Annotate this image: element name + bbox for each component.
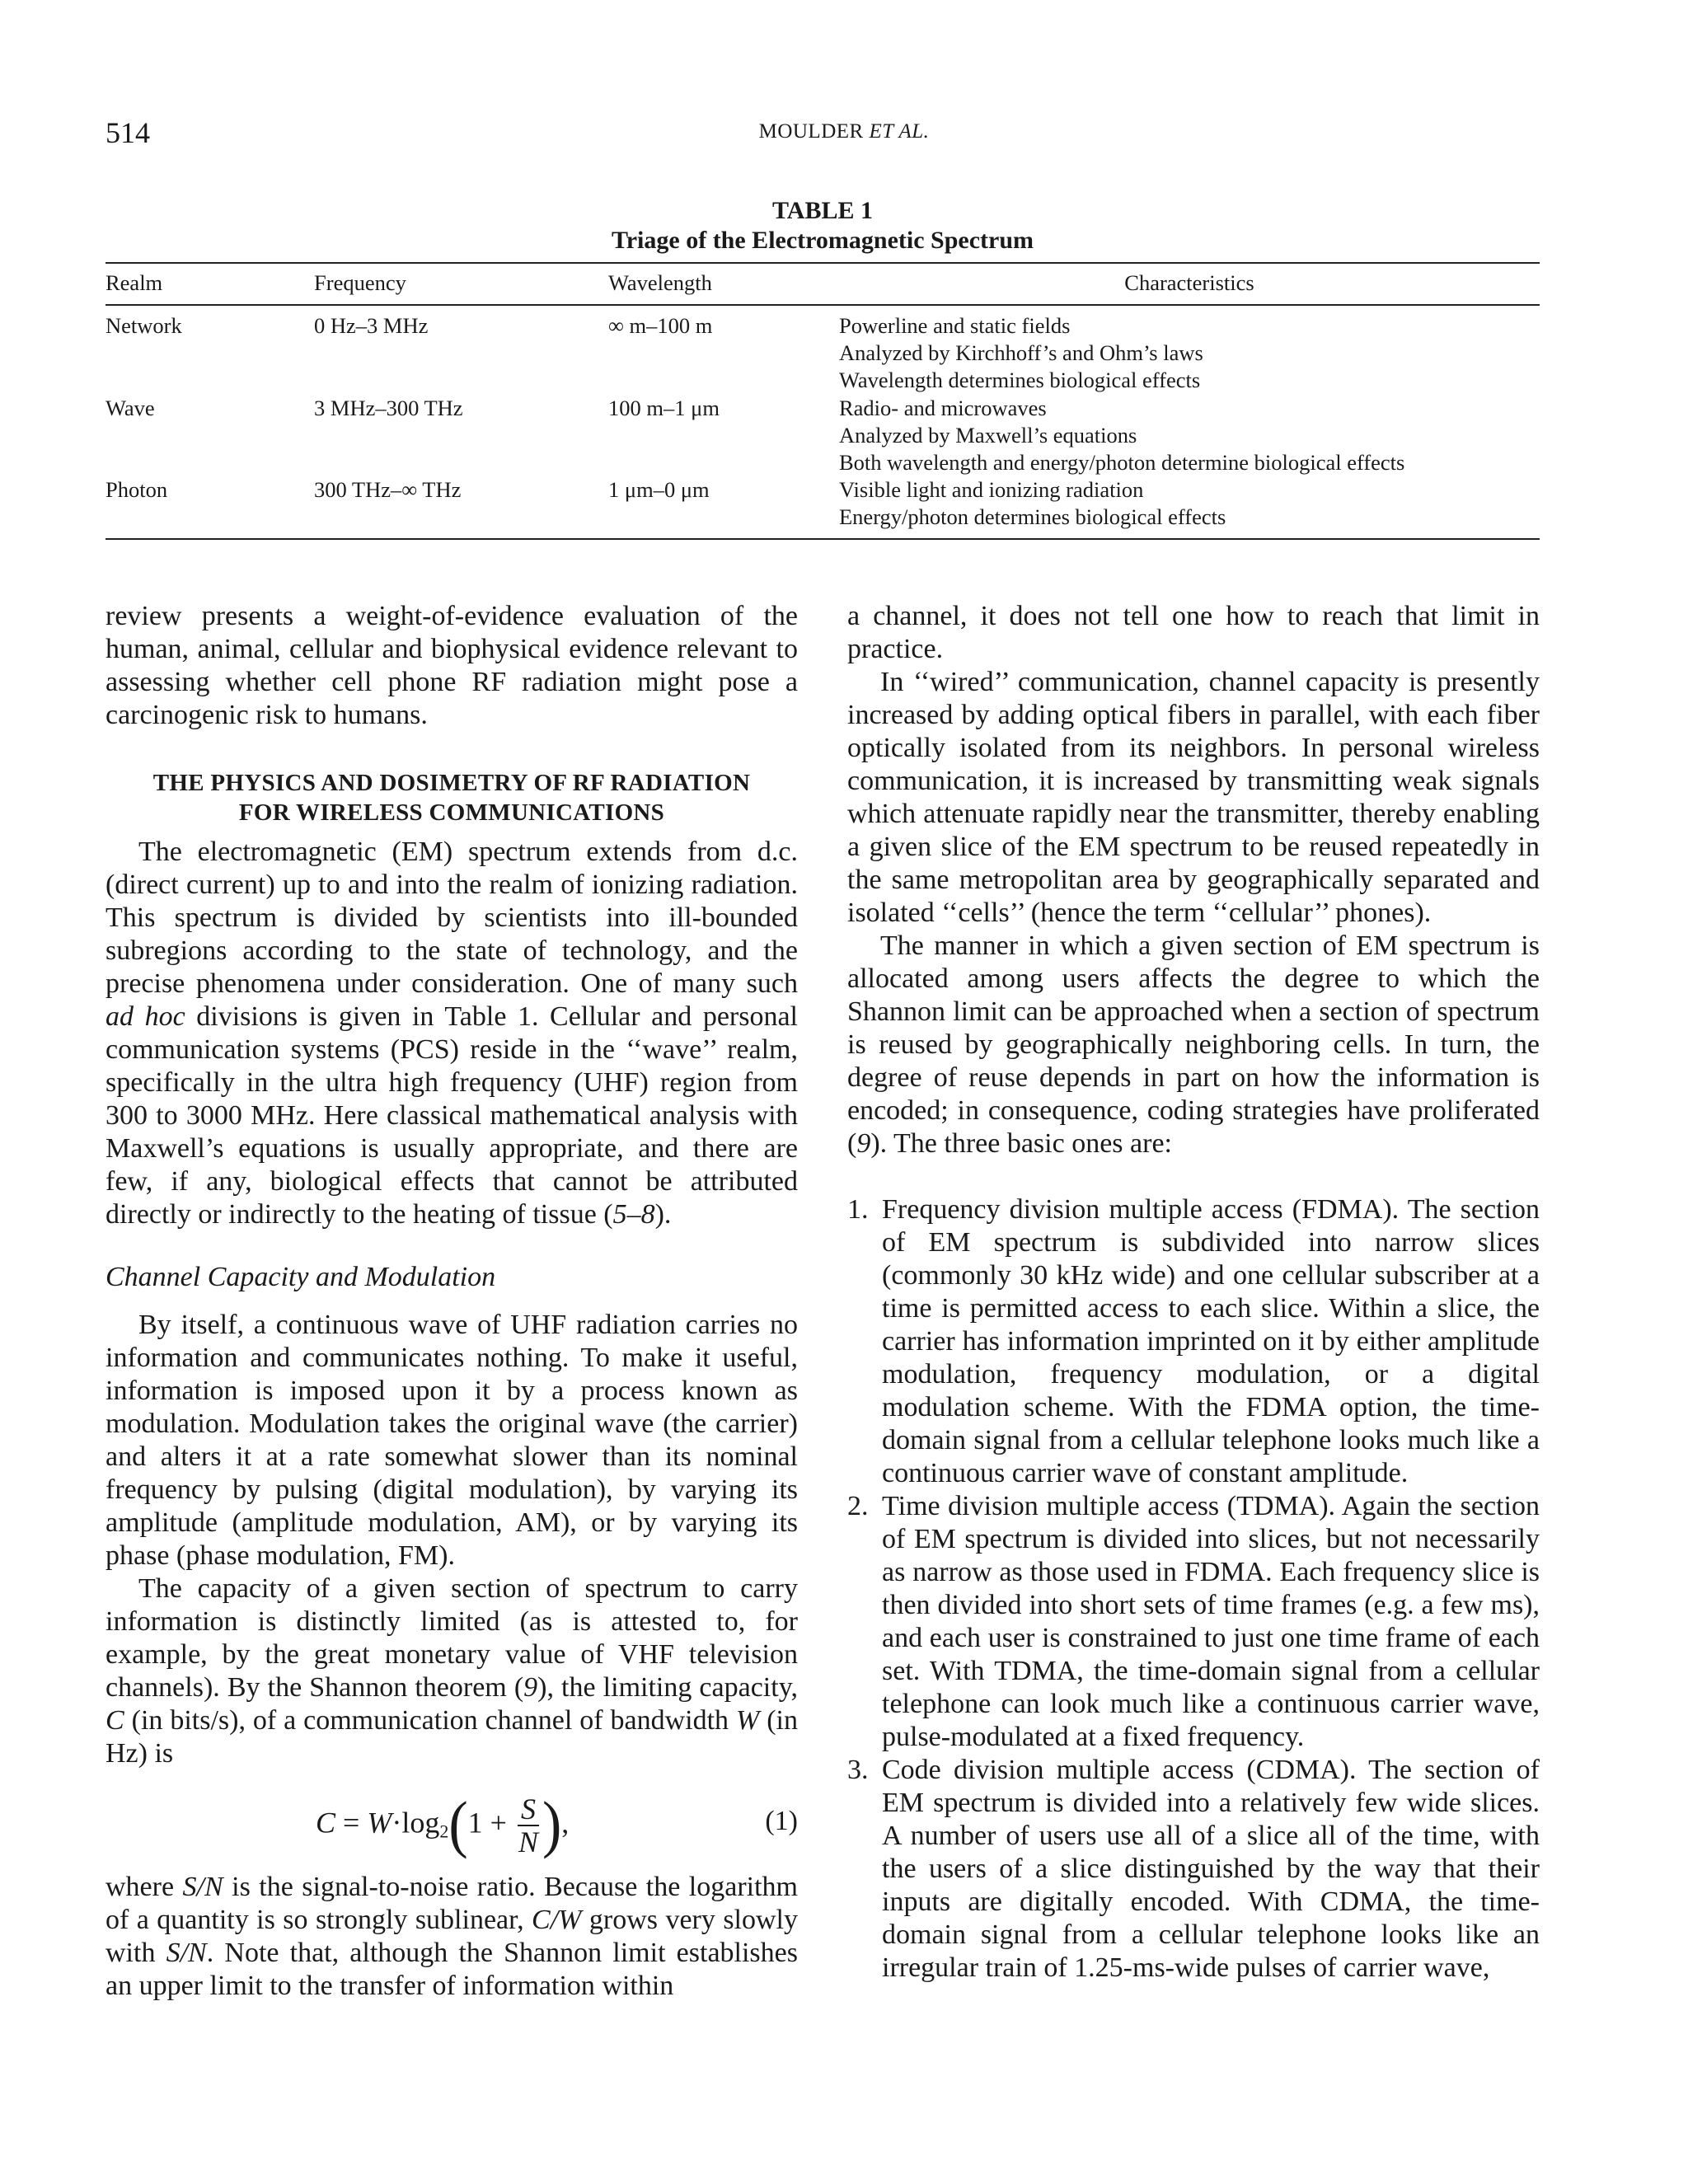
eq-log-base: 2	[439, 1821, 449, 1842]
list-item-number: 3.	[847, 1755, 869, 1785]
text-run: (in Hz) is	[106, 1705, 798, 1769]
section-heading-line1: THE PHYSICS AND DOSIMETRY OF RF RADIATION	[152, 770, 751, 796]
table-header-cell: Frequency	[314, 263, 608, 305]
text-run: ).	[654, 1199, 672, 1230]
list-item-text: Code division multiple access (CDMA). The section of EM spectrum is divided into a relatively few wide slices. A number of users use all of a slice all of the time, with the users of a slice distinguished by the way that their inputs are digitally encoded. With CDMA, the time-domain signal from a cellular telephone looks like an irregular train of 1.25-ms-wide pulses of carrier wave,	[882, 1755, 1540, 1983]
text-run: is the signal-to-noise ratio. Because the logarithm of a quantity is so strongly sublinear,	[106, 1872, 798, 1935]
subheading: Channel Capacity and Modulation	[106, 1262, 496, 1292]
paragraph-em-spectrum	[106, 836, 798, 1231]
paragraph-shannon-limit	[106, 1871, 798, 2003]
table-title: Triage of the Electromagnetic Spectrum	[611, 227, 1034, 254]
characteristics-cell: Visible light and ionizing radiation	[839, 477, 1144, 503]
table-row	[106, 395, 1540, 422]
realm-cell	[106, 449, 314, 476]
text-run: . Note that, although the Shannon limit establishes an upper limit to the transfer of information within	[106, 1938, 798, 2001]
realm-cell	[106, 422, 314, 449]
wavelength-cell	[608, 449, 839, 476]
list-item	[847, 1754, 1540, 1985]
intro-paragraph: review presents a weight-of-evidence evaluation of the human, animal, cellular and biophysical evidence relevant to assessing whether cell phone RF radiation might pose a carcinogenic risk to humans.	[106, 601, 798, 730]
eq-lhs: C	[316, 1806, 336, 1840]
variable: C	[106, 1705, 124, 1736]
text-run: The electromagnetic (EM) spectrum extends from d.c. (direct current) up to and into the realm of ionizing radiation. This spectrum is divided by scientists into ill-bounded subregions according to the state of technology, and the precise phenomena under consideration. One of many such	[106, 837, 798, 999]
frequency-cell	[314, 504, 608, 538]
wavelength-cell	[608, 504, 839, 538]
wavelength-cell	[608, 340, 839, 367]
list-item	[847, 1490, 1540, 1754]
characteristics-cell: Analyzed by Maxwell’s equations	[839, 422, 1137, 448]
table-caption	[106, 196, 1540, 255]
running-head	[0, 120, 1688, 143]
frequency-cell: 0 Hz–3 MHz	[314, 313, 429, 338]
characteristics-cell: Wavelength determines biological effects	[839, 368, 1201, 393]
section-heading-line2: FOR WIRELESS COMMUNICATIONS	[238, 799, 665, 826]
realm-cell	[106, 504, 314, 538]
paragraph-allocation	[847, 930, 1540, 1160]
wavelength-cell: 100 m–1 μm	[608, 395, 720, 420]
text-run-italic: ad hoc	[106, 1001, 185, 1032]
text-run: grows very slowly with	[106, 1905, 798, 1968]
table-header-cell: Wavelength	[608, 263, 839, 305]
realm-cell	[106, 367, 314, 394]
eq-w: W	[367, 1806, 392, 1840]
paragraph-channel-practice: a channel, it does not tell one how to reach that limit in practice.	[847, 601, 1540, 664]
eq-fraction	[518, 1793, 539, 1858]
eq-numerator: S	[518, 1793, 539, 1826]
table-row	[106, 504, 1540, 538]
table-body	[106, 305, 1540, 539]
page-number: 514	[106, 116, 150, 149]
list-item	[847, 1193, 1540, 1490]
table-row	[106, 340, 1540, 367]
section-heading	[106, 768, 798, 827]
paragraph-modulation: By itself, a continuous wave of UHF radiation carries no information and communicates nothing. To make it useful, information is imposed upon it by a process known as modulation. Modulation takes the original wave (the carrier) and alters it at a rate somewhat slower than its nominal frequency by pulsing (digital modulation), by varying its amplitude (amplitude modulation, AM), or by varying its phase (phase modulation, FM).	[106, 1310, 798, 1571]
table-row	[106, 476, 1540, 504]
frequency-cell	[314, 449, 608, 476]
realm-cell	[106, 340, 314, 367]
variable: S/N	[182, 1872, 223, 1902]
table-header-cell: Characteristics	[839, 263, 1540, 305]
spectrum-table-grid	[106, 262, 1540, 540]
table-row	[106, 422, 1540, 449]
right-column	[847, 600, 1540, 1985]
characteristics-cell: Powerline and static fields	[839, 313, 1071, 338]
running-head-etal: ET AL.	[869, 120, 930, 143]
realm-cell: Wave	[106, 395, 155, 420]
table-row	[106, 305, 1540, 340]
frequency-cell	[314, 340, 608, 367]
characteristics-cell: Energy/photon determines biological effects	[839, 504, 1540, 538]
realm-cell: Network	[106, 313, 182, 338]
list-item-number: 2.	[847, 1491, 869, 1521]
list-item-number: 1.	[847, 1194, 869, 1225]
text-run: ), the limiting capacity,	[537, 1672, 798, 1703]
eq-log: log	[401, 1806, 440, 1840]
table-label: TABLE 1	[772, 197, 873, 224]
wavelength-cell	[608, 367, 839, 394]
eq-equals: =	[343, 1806, 360, 1840]
variable: W	[735, 1705, 760, 1736]
eq-one: 1	[467, 1806, 483, 1840]
text-run: where	[106, 1872, 183, 1902]
frequency-cell	[314, 367, 608, 394]
eq-paren-close: )	[542, 1790, 562, 1860]
variable: S/N	[166, 1938, 207, 1968]
equation-number: (1)	[765, 1806, 798, 1836]
shannon-equation	[106, 1785, 798, 1859]
reference: 9	[856, 1128, 871, 1159]
list-item-text: Time division multiple access (TDMA). Again the section of EM spectrum is divided into slices, but not necessarily as narrow as those used in FDMA. Each frequency slice is then divided into short sets of time frames (e.g. a few ms), and each user is constrained to just one time frame of each set. With TDMA, the time-domain signal from a cellular telephone can look much like a continuous carrier wave, pulse-modulated at a fixed frequency.	[882, 1491, 1540, 1752]
characteristics-cell: Both wavelength and energy/photon determine biological effects	[839, 450, 1405, 476]
eq-denominator: N	[518, 1825, 538, 1858]
text-run: divisions is given in Table 1. Cellular and personal communication systems (PCS) reside in the ‘‘wave’’ realm, specifically in the ultra high frequency (UHF) region from 300 to 3000 MHz. Here classical mathematical analysis with Maxwell’s equations is usually appropriate, and there are few, if any, biological effects that cannot be attributed directly or indirectly to the heating of tissue (	[106, 1001, 798, 1230]
wavelength-cell	[608, 422, 839, 449]
table-row	[106, 449, 1540, 476]
list-item-text: Frequency division multiple access (FDMA). The section of EM spectrum is subdivided into narrow slices (commonly 30 kHz wide) and one cellular subscriber at a time is permitted access to each slice. Within a slice, the carrier has information imprinted on it by either amplitude modulation, frequency modulation, or a digital modulation scheme. With the FDMA option, the time-domain signal from a cellular telephone looks much like a continuous carrier wave of constant amplitude.	[882, 1194, 1540, 1488]
left-column	[106, 600, 798, 2003]
running-head-author: MOULDER	[758, 120, 864, 143]
characteristics-cell: Analyzed by Kirchhoff’s and Ohm’s laws	[839, 340, 1203, 366]
wavelength-cell: 1 μm–0 μm	[608, 477, 710, 503]
eq-comma: ,	[561, 1806, 570, 1840]
reference: 9	[523, 1672, 538, 1703]
table-header-cell: Realm	[106, 263, 314, 305]
table-row	[106, 367, 1540, 394]
paragraph-wired: In ‘‘wired’’ communication, channel capacity is presently increased by adding optical fibers in parallel, with each fiber optically isolated from its neighbors. In personal wireless communication, it is increased by transmitting weak signals which attenuate rapidly near the transmitter, thereby enabling a given slice of the EM spectrum to be reused repeatedly in the same metropolitan area by geographically separated and isolated ‘‘cells’’ (hence the term ‘‘cellular’’ phones).	[847, 667, 1540, 928]
frequency-cell: 3 MHz–300 THz	[314, 395, 463, 420]
paragraph-capacity	[106, 1572, 798, 1770]
variable: C/W	[532, 1905, 582, 1935]
frequency-cell: 300 THz–∞ THz	[314, 477, 462, 503]
access-methods-list	[847, 1193, 1540, 1985]
text-run: The capacity of a given section of spectrum to carry information is distinctly limited (as is attested to, for example, by the great monetary value of VHF television channels). By the Shannon theorem (	[106, 1573, 798, 1703]
characteristics-cell: Radio- and microwaves	[839, 395, 1047, 420]
equation-formula	[316, 1790, 570, 1860]
spectrum-table	[106, 262, 1540, 540]
realm-cell: Photon	[106, 477, 168, 503]
eq-dot: ·	[392, 1806, 402, 1840]
eq-paren-open: (	[448, 1790, 468, 1860]
wavelength-cell: ∞ m–100 m	[608, 313, 713, 338]
frequency-cell	[314, 422, 608, 449]
text-run: (in bits/s), of a communication channel of bandwidth	[124, 1705, 736, 1736]
table-header-row	[106, 263, 1540, 305]
text-run: ). The three basic ones are:	[870, 1128, 1172, 1159]
text-run: The manner in which a given section of EM spectrum is allocated among users affects the degree to which the Shannon limit can be approached when a section of spectrum is reused by geographically neighboring cells. In turn, the degree of reuse depends in part on how the information is encoded; in consequence, coding strategies have proliferated (	[847, 930, 1540, 1159]
eq-plus: +	[490, 1806, 507, 1840]
reference: 5–8	[612, 1199, 655, 1230]
